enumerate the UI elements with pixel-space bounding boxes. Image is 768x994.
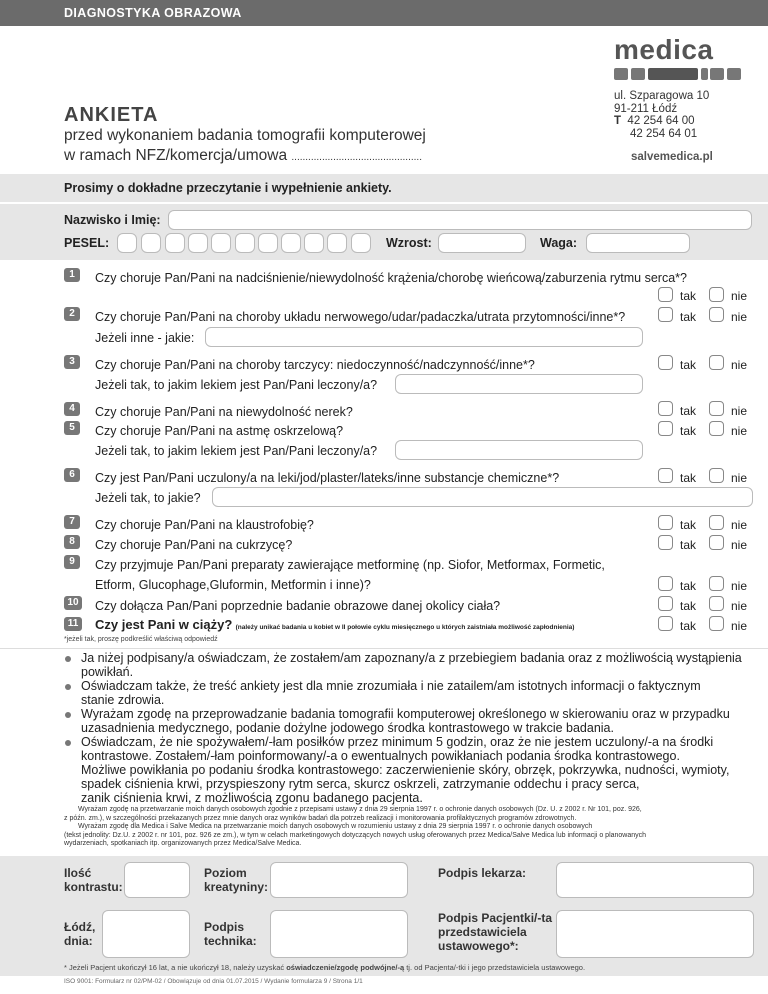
address-street: ul. Szparagowa 10: [614, 90, 710, 102]
phone-1: T 42 254 64 00: [614, 115, 695, 127]
q3-no-checkbox[interactable]: [709, 355, 724, 370]
question-10-text: Czy dołącza Pan/Pani poprzednie badanie obrazowe danej okolicy ciała?: [95, 599, 501, 613]
question-9-text: Czy przyjmuje Pan/Pani preparaty zawierające metforminę (np. Siofor, Metformax, Formetic,: [95, 558, 605, 572]
question-5-text: Czy choruje Pan/Pani na astmę oskrzelową?: [95, 424, 344, 438]
q10-no-checkbox[interactable]: [709, 596, 724, 611]
iso-note: ISO 9001: Formularz nr 02/PM-02 / Obowiązuje od dnia 01.07.2015 / Wydanie formularza 9 / Strona 1/1: [64, 978, 363, 985]
statement-2: Oświadczam także, że treść ankiety jest dla mnie zrozumiała i nie zatailem/am istotnych informacji o faktycznym stanie zdrowia.: [81, 679, 701, 707]
yes-label: tak: [680, 358, 697, 372]
q1-yes-checkbox[interactable]: [658, 287, 673, 302]
q11-yes-checkbox[interactable]: [658, 616, 673, 631]
no-label: nie: [731, 289, 748, 303]
intro-text: Prosimy o dokładne przeczytanie i wypełnienie ankiety.: [64, 181, 392, 195]
question-11: [95, 617, 574, 632]
question-2-text: Czy choruje Pan/Pani na choroby układu nerwowego/udar/padaczka/utrata przytomności/inne*?: [95, 310, 626, 324]
statement-1: Ja niżej podpisany/a oświadczam, że zostałem/am zapoznany/a z przebiegiem badania oraz z możliwością wystąpienia powikłań.: [81, 651, 742, 679]
q1-no-checkbox[interactable]: [709, 287, 724, 302]
question-number: 11: [64, 617, 82, 631]
statement-3: Wyrażam zgodę na przeprowadzanie badania tomografii komputerowej określonego w skierowaniu oraz w przypadku uzasadnienia medycznego, podanie dożylne jodowego środka kontrastowego w trakcie badania.: [81, 707, 730, 735]
question-number: 7: [64, 515, 80, 529]
no-label: nie: [731, 358, 748, 372]
yes-label: tak: [680, 289, 697, 303]
question-6-text: Czy jest Pan/Pani uczulony/a na leki/jod/plaster/lateks/inne substancje chemiczne*?: [95, 471, 560, 485]
place-date-label: Łódź, dnia:: [64, 920, 96, 948]
contrast-field[interactable]: [124, 862, 190, 898]
no-label: nie: [731, 599, 748, 613]
medica-logo: medica: [614, 34, 714, 65]
q4-no-checkbox[interactable]: [709, 401, 724, 416]
q10-yes-checkbox[interactable]: [658, 596, 673, 611]
q9-no-checkbox[interactable]: [709, 576, 724, 591]
address-block: [614, 90, 709, 140]
contrast-label: Ilość kontrastu:: [64, 866, 123, 894]
question-7-text: Czy choruje Pan/Pani na klaustrofobię?: [95, 518, 314, 532]
form-title: ANKIETA: [64, 104, 159, 126]
q8-no-checkbox[interactable]: [709, 535, 724, 550]
q6-yes-checkbox[interactable]: [658, 468, 673, 483]
q7-yes-checkbox[interactable]: [658, 515, 673, 530]
no-label: nie: [731, 619, 748, 633]
q2-other-field[interactable]: [205, 327, 643, 347]
weight-label: Waga:: [540, 236, 578, 250]
question-9-text-cont: Etform, Glucophage,Gluformin, Metformin i inne)?: [95, 578, 371, 592]
doctor-signature-label: Podpis lekarza:: [438, 866, 527, 880]
bullet: [65, 656, 71, 662]
q6-no-checkbox[interactable]: [709, 468, 724, 483]
name-field[interactable]: [168, 210, 752, 230]
question-1-text: Czy choruje Pan/Pani na nadciśnienie/niewydolność krążenia/chorobę wieńcową/zaburzenia rytmu serca*?: [95, 271, 687, 285]
q5-no-checkbox[interactable]: [709, 421, 724, 436]
statement-4: Oświadczam, że nie spożywałem/-łam posiłków przez minimum 5 godzin, oraz że nie jestem uczulony/-a na środki kontrastowe. Zostałem/-łam poinformowany/-a o ewentualnych powikłaniach podania środka kontrastowego. Możliwe powikłania po podaniu środka kontrastowego: zaczerwienienie skóry, obrzęk, pokrzywka, nudności, wymioty, spadek ciśnienia krwi, przyspieszony rytm serca, skurcz oskrzeli, zatrzymanie oddechu i pracy serca, zanik ciśnienia krwi, z możliwością zgonu badanego pacjenta.: [81, 735, 730, 805]
form-subtitle: przed wykonaniem badania tomografii komputerowej w ramach NFZ/komercja/umowa ...............................................: [64, 127, 426, 164]
doctor-signature-field[interactable]: [556, 862, 754, 898]
weight-field[interactable]: [586, 233, 690, 253]
question-6-sub: Jeżeli tak, to jakie?: [95, 491, 201, 505]
q8-yes-checkbox[interactable]: [658, 535, 673, 550]
q11-no-checkbox[interactable]: [709, 616, 724, 631]
height-field[interactable]: [438, 233, 526, 253]
height-label: Wzrost:: [386, 236, 432, 250]
bullet: [65, 712, 71, 718]
patient-signature-field[interactable]: [556, 910, 754, 958]
question-5-sub: Jeżeli tak, to jakim lekiem jest Pan/Pani leczony/a?: [95, 444, 378, 458]
q4-yes-checkbox[interactable]: [658, 401, 673, 416]
header-title: DIAGNOSTYKA OBRAZOWA: [64, 6, 242, 20]
yes-label: tak: [680, 579, 697, 593]
no-label: nie: [731, 310, 748, 324]
q5-medication-field[interactable]: [395, 440, 643, 460]
q3-medication-field[interactable]: [395, 374, 643, 394]
pesel-field[interactable]: [117, 233, 377, 253]
questions-footnote: *jeżeli tak, proszę podkreślić właściwą odpowiedź: [64, 636, 218, 643]
no-label: nie: [731, 538, 748, 552]
question-number: 5: [64, 421, 80, 435]
technician-signature-field[interactable]: [270, 910, 408, 958]
question-11-text: Czy jest Pani w ciąży?: [95, 617, 233, 632]
no-label: nie: [731, 424, 748, 438]
question-3-sub: Jeżeli tak, to jakim lekiem jest Pan/Pani leczony/a?: [95, 378, 378, 392]
question-8-text: Czy choruje Pan/Pani na cukrzycę?: [95, 538, 293, 552]
creatinine-label: Poziom kreatyniny:: [204, 866, 269, 894]
q3-yes-checkbox[interactable]: [658, 355, 673, 370]
yes-label: tak: [680, 599, 697, 613]
question-number: 1: [64, 268, 80, 282]
phone-2: 42 254 64 01: [630, 127, 698, 140]
minor-note: * Jeżeli Pacjent ukończył 16 lat, a nie ukończył 18, należy uzyskać oświadczenie/zgodę podwójne/-ą tj. od Pacjenta/-tki i jego przedstawiciela ustawowego.: [64, 963, 586, 972]
q2-no-checkbox[interactable]: [709, 307, 724, 322]
q7-no-checkbox[interactable]: [709, 515, 724, 530]
creatinine-field[interactable]: [270, 862, 408, 898]
q2-yes-checkbox[interactable]: [658, 307, 673, 322]
question-number: 3: [64, 355, 80, 369]
yes-label: tak: [680, 471, 697, 485]
yes-label: tak: [680, 424, 697, 438]
question-number: 4: [64, 402, 80, 416]
question-number: 9: [64, 555, 80, 569]
yes-label: tak: [680, 538, 697, 552]
yes-label: tak: [680, 404, 697, 418]
question-2-sub: Jeżeli inne - jakie:: [95, 331, 195, 345]
question-number: 6: [64, 468, 80, 482]
name-label: Nazwisko i Imię:: [64, 213, 161, 227]
no-label: nie: [731, 518, 748, 532]
pesel-label: PESEL:: [64, 236, 110, 250]
no-label: nie: [731, 579, 748, 593]
question-3-text: Czy choruje Pan/Pani na choroby tarczycy: niedoczynność/nadczynność/inne*?: [95, 358, 535, 372]
header-bar: [0, 0, 768, 26]
legal-consent: Wyrażam zgodę na przetwarzanie moich danych osobowych zgodnie z przepisami ustawy z dnia 29 sierpnia 1997 r. o ochronie danych osobowych (Dz. U. z 2002 r. Nr 101, poz. 926, z późn. zm.), w szczególności przekazanych przez mnie danych oraz wyników badań dla potrzeb realizacji i monitorowania profilaktycznych programów zdrowotnych. Wyrażam zgodę dla Medica i Salve Medica na przetwarzanie moich danych osobowych w rozumieniu ustawy z dnia 29 sierpnia 1997 r. o ochronie danych osobowych (tekst jednolity: Dz.U. z 2002 r. nr 101, poz. 926 ze zm.), w tym w celach marketingowych dotyczących nowych usług oferowanych przez Medica/Salve Medica lub informacji o planowanych wydarzeniach, spotkaniach itp. organizowanych przez Medica/Salve Medica.: [64, 806, 647, 847]
q9-yes-checkbox[interactable]: [658, 576, 673, 591]
question-number: 10: [64, 596, 82, 610]
question-4-text: Czy choruje Pan/Pani na niewydolność nerek?: [95, 405, 353, 419]
yes-label: tak: [680, 619, 697, 633]
q5-yes-checkbox[interactable]: [658, 421, 673, 436]
q6-allergy-field[interactable]: [212, 487, 753, 507]
address-city: 91-211 Łódź: [614, 102, 678, 115]
logo-bars-end: [710, 68, 745, 80]
date-field[interactable]: [102, 910, 190, 958]
technician-signature-label: Podpis technika:: [204, 920, 257, 948]
patient-signature-label: Podpis Pacjentki/-ta przedstawiciela ustawowego*:: [438, 911, 553, 953]
bullet: [65, 684, 71, 690]
yes-label: tak: [680, 518, 697, 532]
no-label: nie: [731, 471, 748, 485]
divider: [0, 648, 768, 649]
question-number: 8: [64, 535, 80, 549]
yes-label: tak: [680, 310, 697, 324]
question-11-note: (należy unikać badania u kobiet w II połowie cyklu miesięcznego u których zaistniała możliwość zapłodnienia): [235, 624, 575, 631]
no-label: nie: [731, 404, 748, 418]
question-number: 2: [64, 307, 80, 321]
website: salvemedica.pl: [631, 151, 713, 163]
logo-bars: [614, 68, 708, 80]
bullet: [65, 740, 71, 746]
